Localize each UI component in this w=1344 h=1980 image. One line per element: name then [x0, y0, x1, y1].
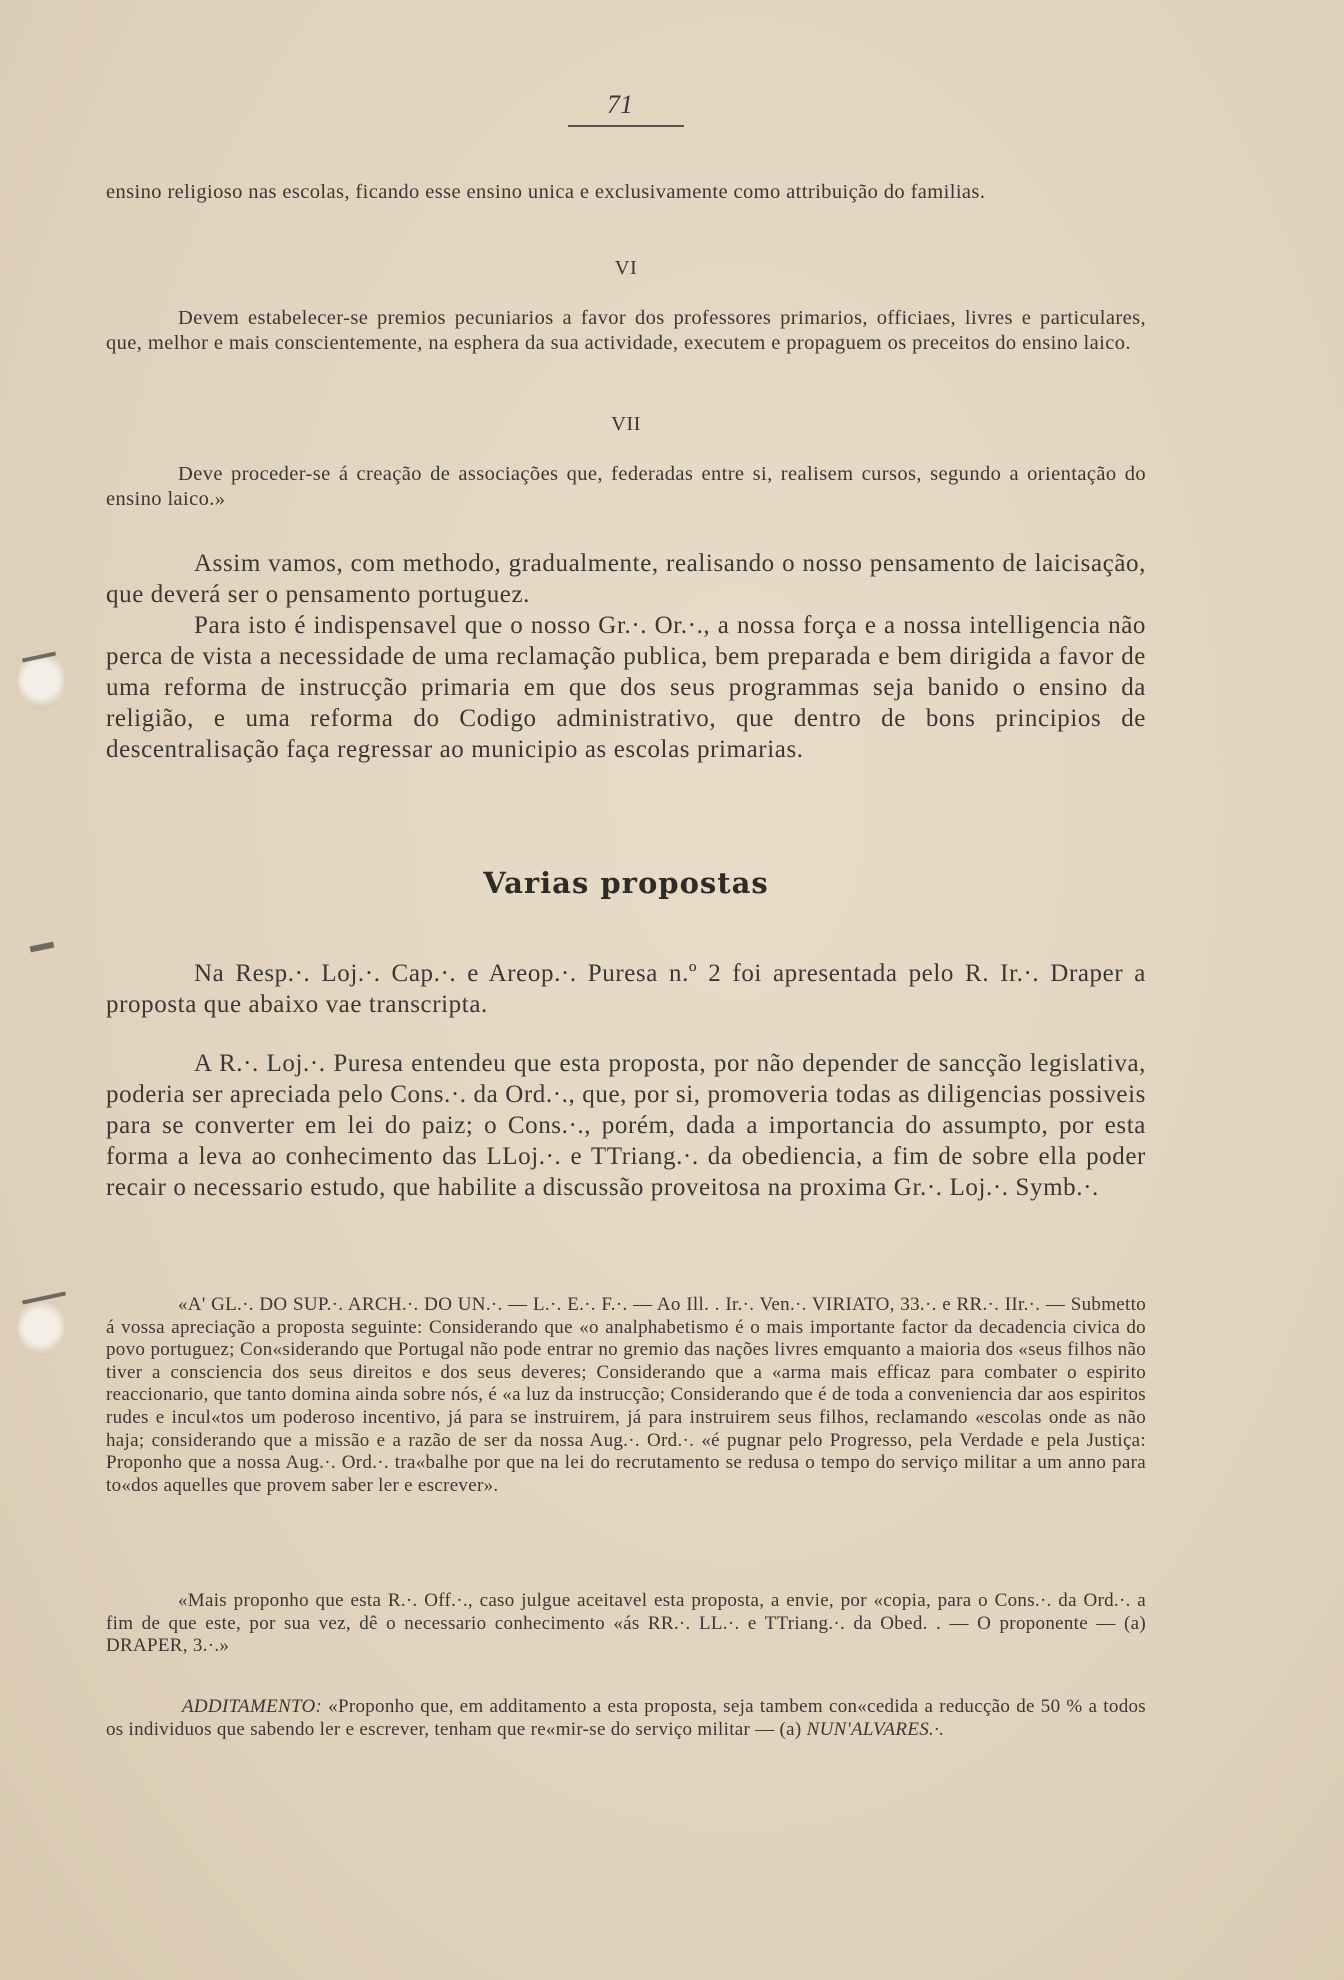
punch-hole-bottom [18, 1298, 64, 1356]
section-heading: Varias propostas [483, 866, 769, 900]
addendum-label: ADDITAMENTO: [182, 1696, 323, 1717]
section-text-vii: Deve proceder-se á creação de associações que, federadas entre si, realisem cursos, segundo a orientação do ensino laico.» [106, 463, 1146, 510]
addendum-signature: NUN'ALVARES.·. [806, 1718, 945, 1740]
page-number: 71 [607, 90, 633, 119]
ink-mark-middle [30, 942, 55, 953]
section-text-vi: Devem estabelecer-se premios pecuniarios a favor dos professores primarios, officiaes, livres e particulares, que, melhor e mais conscientemente, na esphera da sua actividade, executem e propaguem os preceitos do ensino laico. [106, 307, 1146, 354]
body-paragraph: Para isto é indispensavel que o nosso Gr.·. Or.·., a nossa força e a nossa intelligencia não perca de vista a necessidade de uma reclamação publica, bem preparada e bem dirigida a favor de uma reforma de instrucção primaria em que dos seus programmas seja banido o ensino da religião, e uma reforma do Codigo administrativo, que dentro de bons principios de descentralisação faça regressar ao municipio as escolas primarias. [106, 612, 1146, 763]
page-number-rule [568, 125, 684, 127]
section-numeral-vi: VI [614, 257, 638, 279]
body-paragraph: A R.·. Loj.·. Puresa entendeu que esta proposta, por não depender de sancção legislativa, poderia ser apreciada pelo Cons.·. da Ord.·., que, por si, promoveria todas as diligencias possiveis para se converter em lei do paiz; o Cons.·., porém, dada a importancia do assumpto, por esta forma a leva ao conhecimento das LLoj.·. e TTriang.·. da obediencia, a fim de sobre ella poder recair o necessario estudo, que habilite a discussão proveitosa na proxima Gr.·. Loj.·. Symb.·. [106, 1050, 1146, 1201]
body-paragraph: Assim vamos, com methodo, gradualmente, realisando o nosso pensamento de laicisação, que deverá ser o pensamento portuguez. [106, 550, 1146, 608]
quoted-proposal-continuation: «Mais proponho que esta R.·. Off.·., caso julgue aceitavel esta proposta, a envie, por «copia, para o Cons.·. da Ord.·. a fim de que este, por sua vez, dê o necessario conhecimento «ás RR.·. LL.·. e TTriang.·. da Obed. . — O proponente — (a) DRAPER, 3.·.» [106, 1590, 1146, 1657]
addendum-text: «Proponho que, em additamento a esta proposta, seja tambem con«cedida a reducção de 50 % a todos os individuos que sabendo ler e escrever, tenham que re«mir-se do serviço militar — (a) [106, 1696, 1146, 1740]
addendum [106, 1696, 1146, 1741]
continuation-text: ensino religioso nas escolas, ficando esse ensino unica e exclusivamente como attribuição do familias. [106, 181, 986, 203]
quoted-proposal: «A' GL.·. DO SUP.·. ARCH.·. DO UN.·. — L.·. E.·. F.·. — Ao Ill. . Ir.·. Ven.·. VIRIATO, 33.·. e RR.·. IIr.·. — Submetto á vossa apreciação a proposta seguinte: Considerando que «o analphabetismo é o mais importante factor da decadencia civica do povo portuguez; Con«siderando que Portugal não pode entrar no gremio das nações livres emquanto a maioria dos «seus filhos não tiver a consciencia dos seus direitos e dos seus deveres; Considerando que a «arma mais efficaz para combater o espirito reaccionario, que tanto domina ainda sobre nós, é «a luz da instrucção; Considerando que é de toda a conveniencia dar aos espiritos rudes e incul«tos um poderoso incentivo, já para se instruirem, já para instruirem seus filhos, reclamando «escolas onde as não haja; considerando que a missão e a razão de ser da nossa Aug.·. Ord.·. «é pugnar pelo Progresso, pela Verdade e pela Justiça: Proponho que a nossa Aug.·. Ord.·. tra«balhe por que na lei do recrutamento se redusa o tempo do serviço militar a um anno para to«dos aquelles que provem saber ler e escrever». [106, 1294, 1146, 1496]
section-numeral-vii: VII [611, 413, 641, 435]
body-paragraph: Na Resp.·. Loj.·. Cap.·. e Areop.·. Puresa n.º 2 foi apresentada pelo R. Ir.·. Draper a proposta que abaixo vae transcripta. [106, 960, 1146, 1018]
